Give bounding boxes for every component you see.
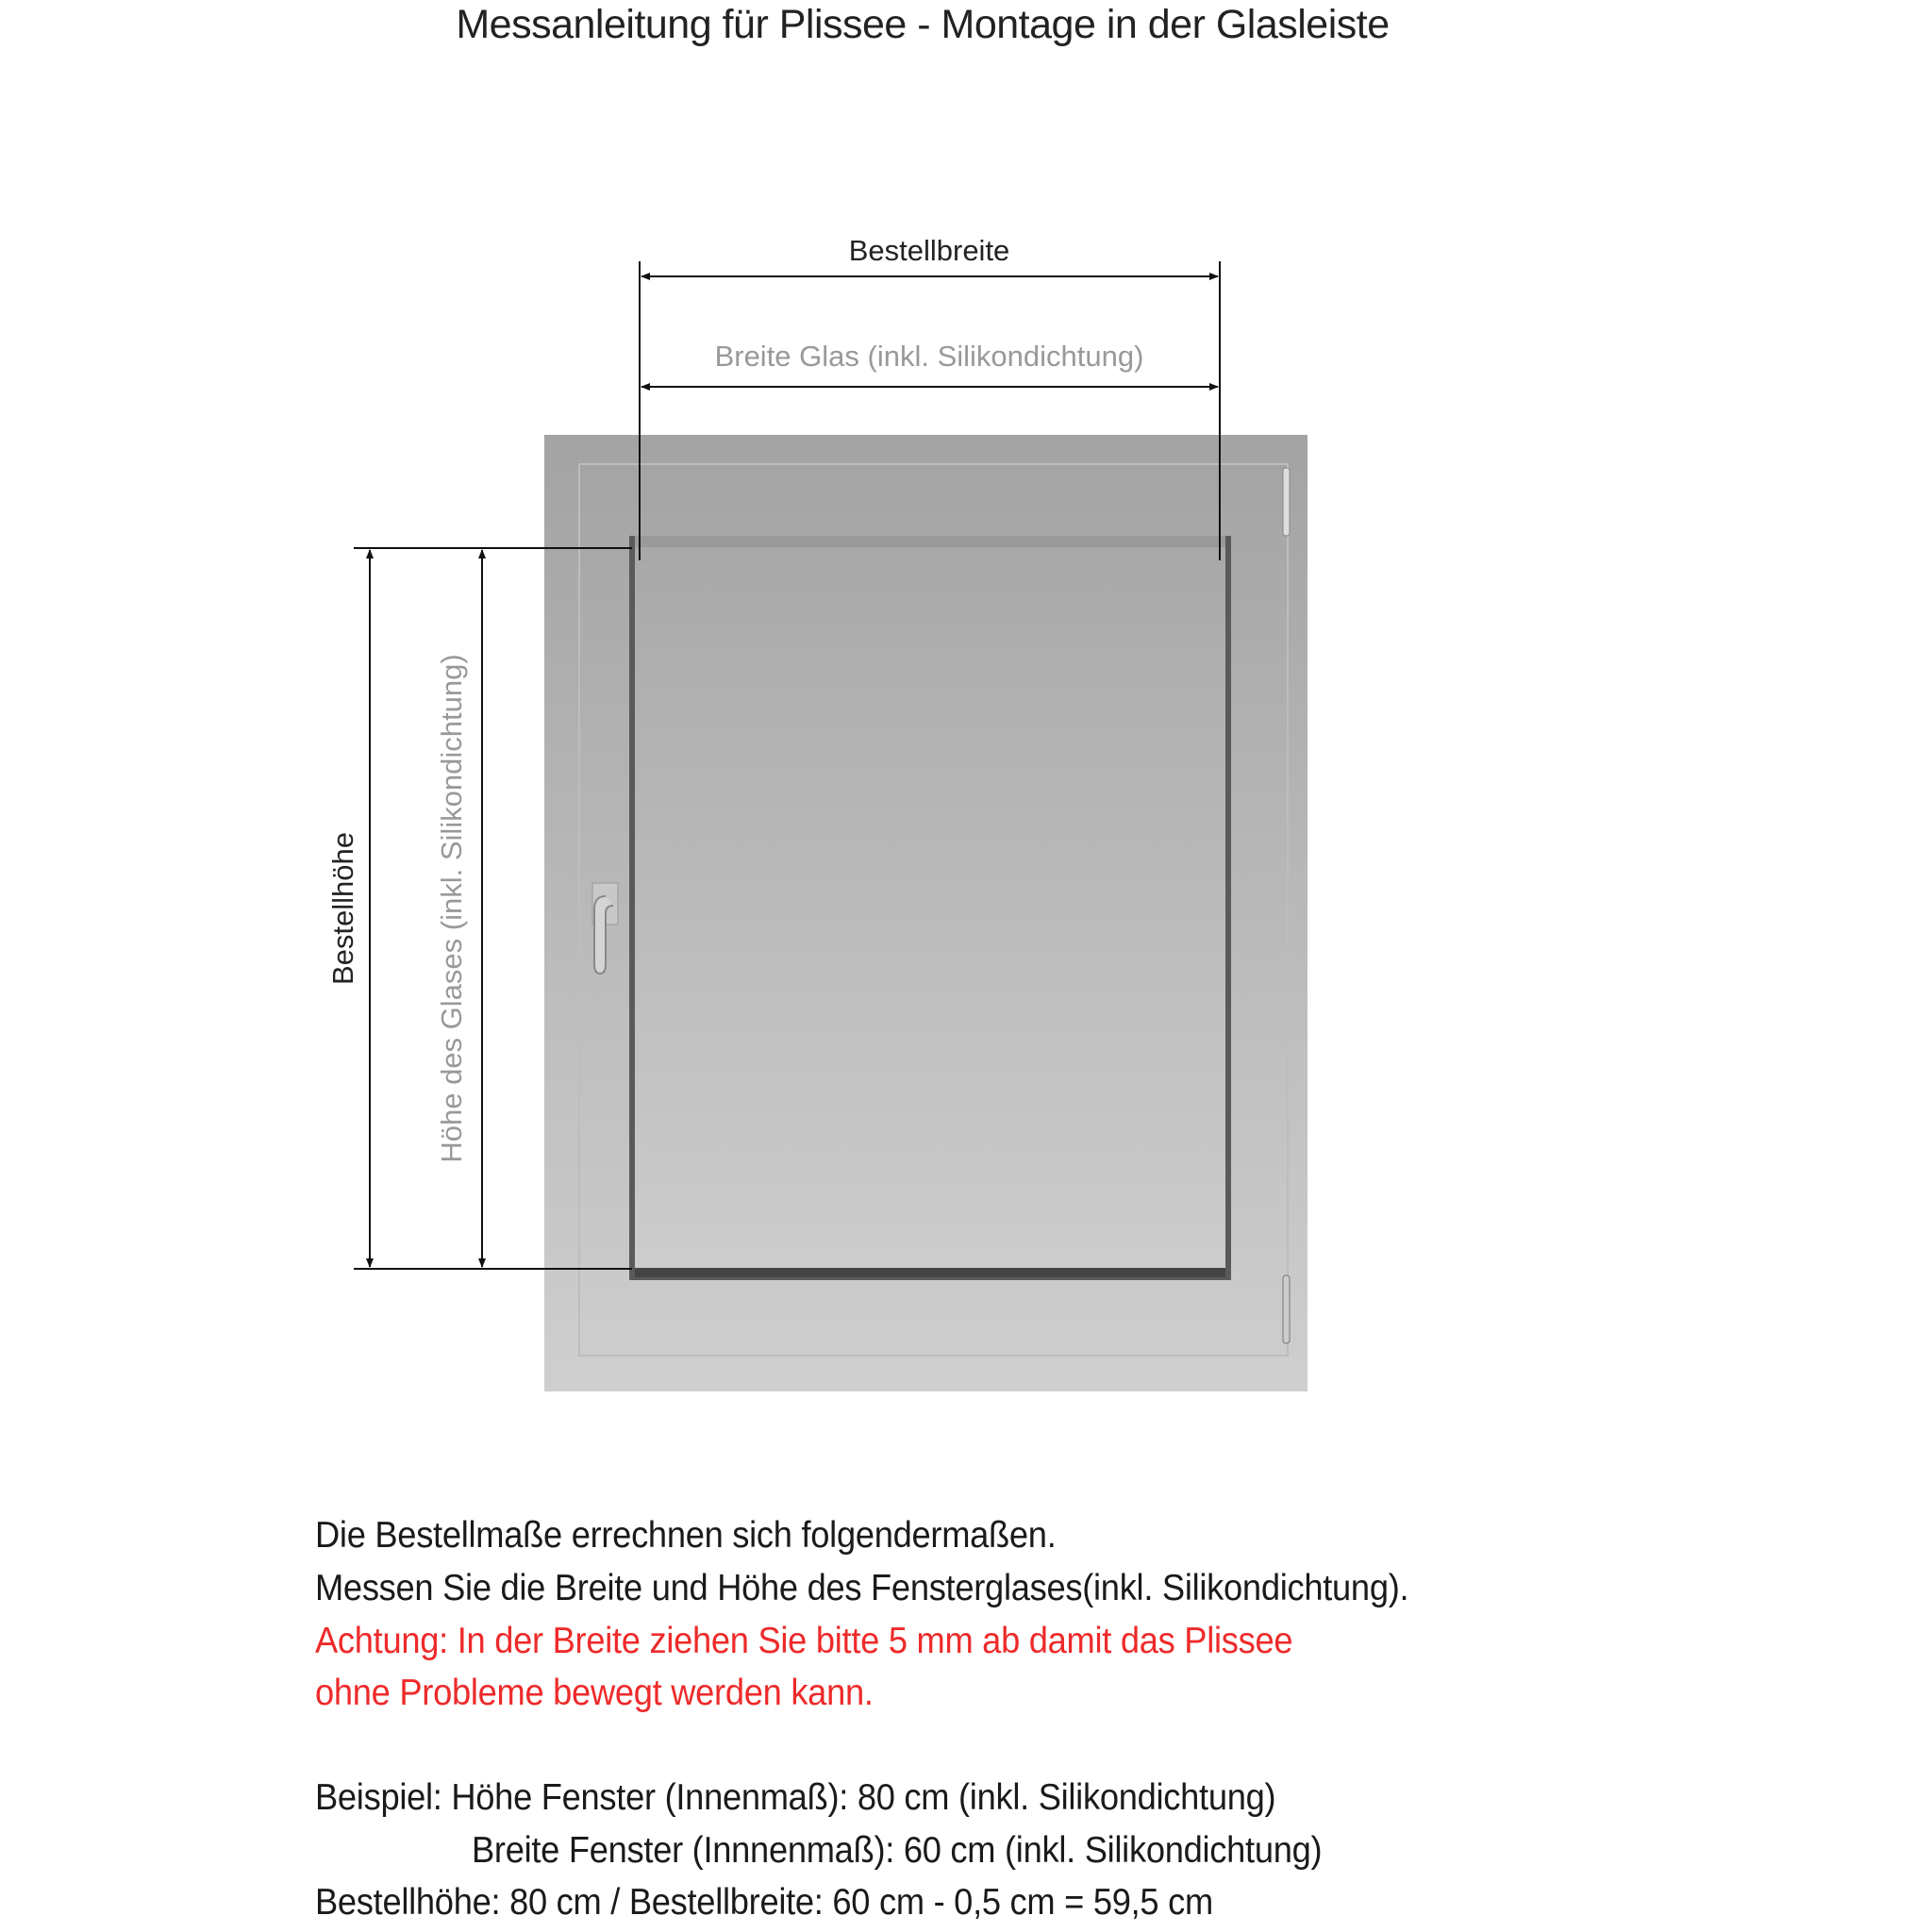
example-line-1: Beispiel: Höhe Fenster (Innenmaß): 80 cm (inkl. Silikondichtung) — [315, 1777, 1276, 1818]
glass-height-label: Höhe des Glases (inkl. Silikondichtung) — [435, 654, 468, 1163]
warning-line-1: Achtung: In der Breite ziehen Sie bitte 5 mm ab damit das Plissee — [315, 1621, 1293, 1661]
glass-bead-top — [635, 536, 1225, 547]
warning-line-2: ohne Probleme bewegt werden kann. — [315, 1673, 874, 1713]
hinge-bottom-icon — [1283, 1275, 1290, 1343]
example-line-3: Bestellhöhe: 80 cm / Bestellbreite: 60 cm - 0,5 cm = 59,5 cm — [315, 1882, 1213, 1923]
glass-pane — [632, 539, 1228, 1277]
instruction-line-1: Die Bestellmaße errechnen sich folgendermaßen. — [315, 1515, 1057, 1556]
order-width-label: Bestellbreite — [848, 234, 1010, 267]
hinge-top-icon — [1283, 468, 1290, 536]
example-line-2: Breite Fenster (Innnenmaß): 60 cm (inkl. Silikondichtung) — [472, 1830, 1323, 1871]
page-title: Messanleitung für Plissee - Montage in der Glasleiste — [456, 2, 1390, 47]
order-height-label: Bestellhöhe — [326, 831, 359, 986]
instruction-line-2: Messen Sie die Breite und Höhe des Fensterglases(inkl. Silikondichtung). — [315, 1568, 1409, 1608]
glass-bead-bottom — [635, 1268, 1225, 1277]
glass-width-label: Breite Glas (inkl. Silikondichtung) — [714, 340, 1144, 373]
